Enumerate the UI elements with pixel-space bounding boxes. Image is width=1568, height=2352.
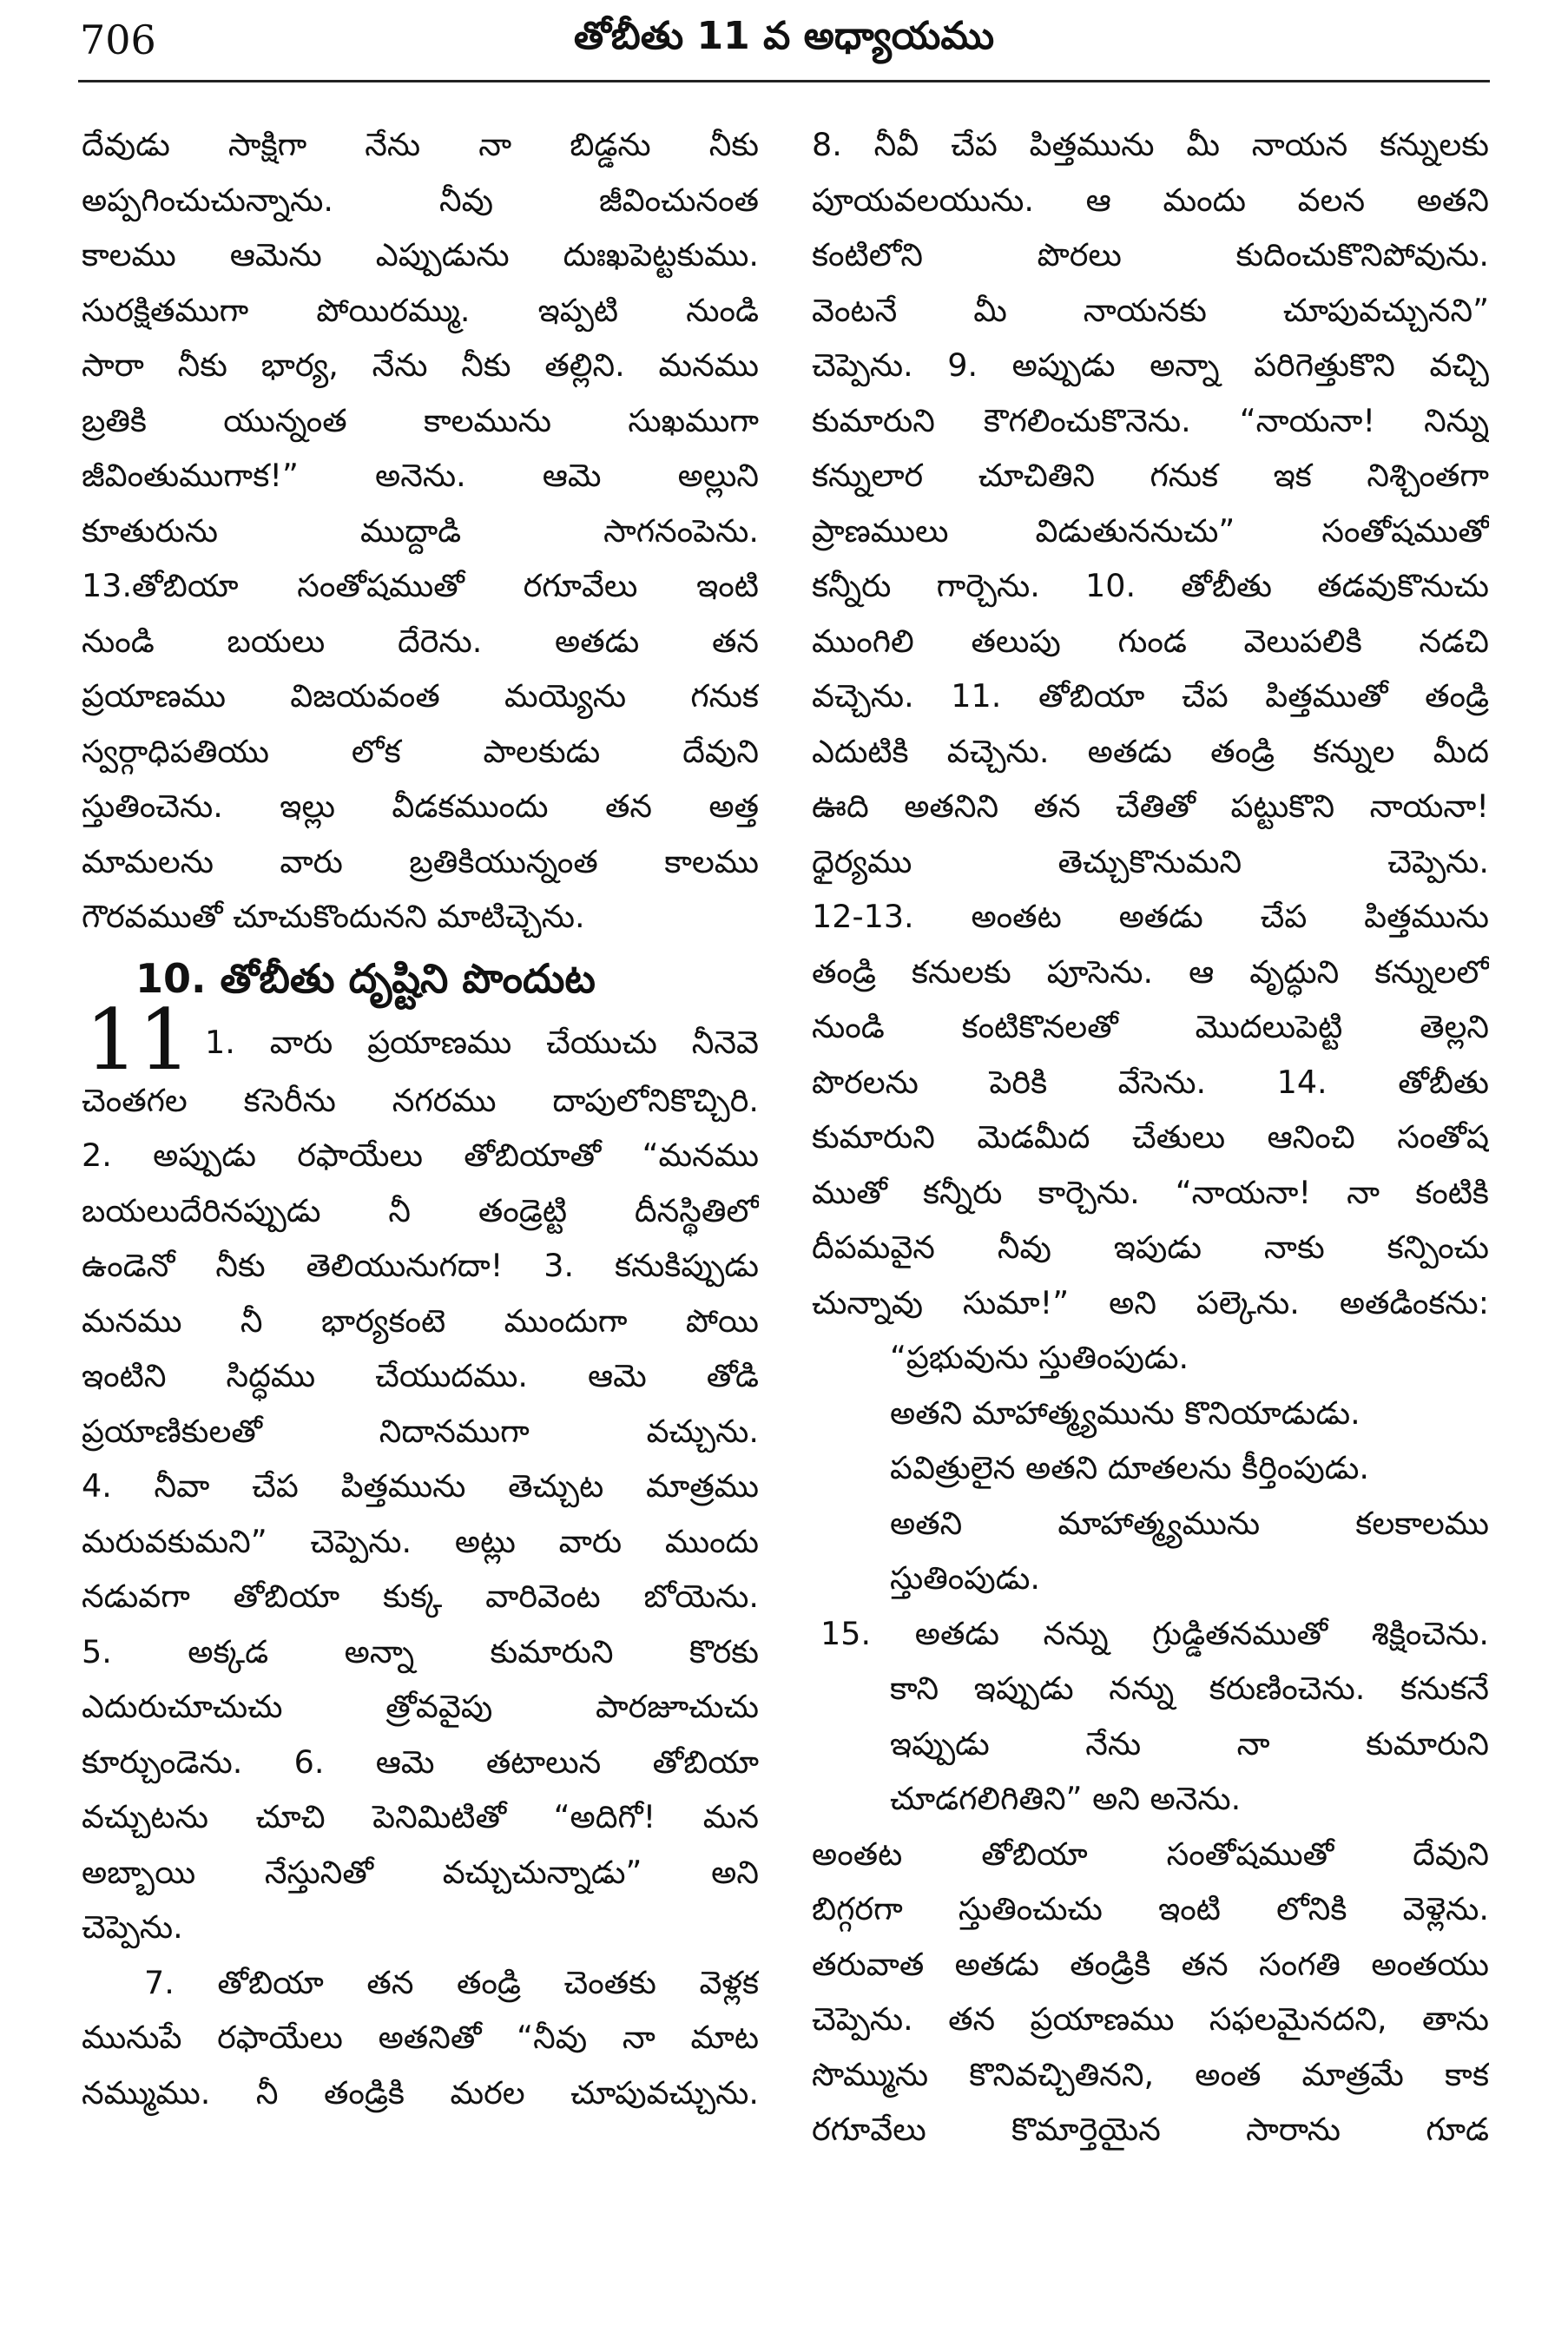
header-rule [78, 80, 1490, 82]
text-line: నుండి కంటికొనలతో మొదలుపెట్టి తెల్లని [812, 1008, 1489, 1045]
text-line: ప్రయాణము విజయవంత మయ్యెను గనుక [82, 677, 759, 715]
text-line: 13.తోబియా సంతోషముతో రగూవేలు ఇంటి [82, 567, 759, 604]
text-line: ఊది అతనిని తన చేతితో పట్టుకొని నాయనా! [812, 787, 1489, 825]
text-line: సురక్షితముగా పోయిరమ్ము. ఇప్పటి నుండి [82, 291, 759, 329]
poem-line: పవిత్రులైన అతని దూతలను కీర్తింపుడు. [890, 1449, 1370, 1486]
chapter-number: 11 [85, 991, 192, 1089]
text-line: బయలుదేరినప్పుడు నీ తండ్రెట్టి దీనస్థితిలో [82, 1191, 759, 1229]
text-line: స్వర్గాధిపతియు లోక పాలకుడు దేవుని [82, 732, 759, 770]
page-number: 706 [80, 16, 156, 63]
text-line: పొరలను పెరికి వేసెను. 14. తోబీతు [812, 1063, 1489, 1101]
left-chapter-block [82, 1073, 759, 1955]
text-line: కుమారుని మెడమీద చేతులు ఆనించి సంతోష [812, 1118, 1489, 1156]
left-column [82, 117, 759, 2120]
text-line: 2. అప్పుడు రఫాయేలు తోబియాతో “మనము [82, 1136, 759, 1174]
text-line: దేవుడు సాక్షిగా నేను నా బిడ్డను నీకు [82, 126, 759, 163]
text-line: బ్రతికి యున్నంత కాలమును సుఖముగా [82, 401, 759, 439]
right-column [812, 117, 1489, 2158]
text-line: అప్పగించుచున్నాను. నీవు జీవించునంత [82, 181, 759, 219]
text-line: చెప్పెను. [82, 1908, 183, 1946]
text-line: మనము నీ భార్యకంటె ముందుగా పోయి [82, 1301, 759, 1340]
section-heading: 10. తోబీతు దృష్టిని పొందుట [135, 954, 596, 1002]
text-line: ఎదుటికి వచ్చెను. అతడు తండ్రి కన్నుల మీద [812, 732, 1489, 770]
text-line: మామలను వారు బ్రతికియున్నంత కాలము [82, 842, 759, 880]
text-line: 1. వారు ప్రయాణము చేయుచు నీనెవె [205, 1023, 759, 1061]
poem-line: కాని ఇప్పుడు నన్ను కరుణించెను. కనుకనే [890, 1670, 1489, 1707]
text-line: తండ్రి కనులకు పూసెను. ఆ వృద్ధుని కన్నులలో [812, 952, 1489, 991]
text-line: కాలము ఆమెను ఎప్పుడును దుఃఖపెట్టకుము. [82, 236, 759, 273]
text-line: చెంతగల కసెరీను నగరము దాపులోనికొచ్చిరి. [82, 1081, 759, 1119]
text-line: వచ్చుటను చూచి పెనిమిటితో “అదిగో! మన [82, 1798, 759, 1835]
text-line: తరువాత అతడు తండ్రికి తన సంగతి అంతయు [812, 1945, 1489, 1983]
text-line: ముతో కన్నీరు కార్చెను. “నాయనా! నా కంటికి [812, 1173, 1489, 1211]
text-line: బిగ్గరగా స్తుతించుచు ఇంటి లోనికి వెళ్లెను. [812, 1890, 1489, 1927]
text-line: కూర్చుండెను. 6. ఆమె తటాలున తోబియా [82, 1743, 759, 1781]
text-line: ముంగిలి తలుపు గుండ వెలుపలికి నడచి [812, 622, 1489, 660]
poem-line: చూడగలిగితిని” అని అనెను. [890, 1780, 1242, 1817]
text-line: చెప్పెను. తన ప్రయాణము సఫలమైనదని, తాను [812, 2000, 1489, 2038]
poem-line: స్తుతింపుడు. [890, 1559, 1040, 1597]
poem-line: ఇప్పుడు నేను నా కుమారుని [890, 1724, 1489, 1762]
text-line: ప్రాణములు విడుతుననుచు” సంతోషముతో [812, 511, 1489, 550]
text-line: 7. తోబియా తన తండ్రి చెంతకు వెళ్లక [144, 1963, 759, 2001]
text-line: పూయవలయును. ఆ మందు వలన అతని [812, 181, 1489, 219]
verse-15-block [812, 1606, 1489, 1827]
text-line: స్తుతించెను. ఇల్లు వీడకముందు తన అత్త [82, 787, 759, 825]
text-line: నమ్ముము. నీ తండ్రికి మరల చూపువచ్చును. [82, 2073, 759, 2112]
text-line: చెప్పెను. 9. అప్పుడు అన్నా పరిగెత్తుకొని వచ్చి [812, 346, 1489, 384]
text-line: 8. నీవీ చేప పిత్తమును మీ నాయన కన్నులకు [812, 126, 1489, 163]
text-line: సారా నీకు భార్య, నేను నీకు తల్లిని. మనము [82, 346, 759, 384]
poem-line: 15. అతడు నన్ను గ్రుడ్డితనముతో శిక్షించెను. [820, 1614, 1489, 1652]
text-line: అబ్బాయి నేస్తునితో వచ్చుచున్నాడు” అని [82, 1853, 759, 1891]
text-line: రగూవేలు కొమార్తెయైన సారాను గూడ [812, 2111, 1489, 2148]
text-line: ధైర్యము తెచ్చుకొనుమని చెప్పెను. [812, 842, 1489, 880]
text-line: ఇంటిని సిద్ధము చేయుదము. ఆమె తోడి [82, 1357, 759, 1394]
text-line: నడువగా తోబియా కుక్క వారివెంట బోయెను. [82, 1578, 759, 1615]
chapter-opening [82, 991, 759, 1089]
text-line: అంతట తోబియా సంతోషముతో దేవుని [812, 1835, 1489, 1873]
poem-block [812, 1330, 1489, 1606]
running-title: తోబీతు 11 వ అధ్యాయము [573, 14, 995, 58]
text-line: వచ్చెను. 11. తోబియా చేప పిత్తముతో తండ్రి [812, 677, 1489, 715]
text-line: 5. అక్కడ అన్నా కుమారుని కొరకు [82, 1632, 759, 1670]
poem-line: అతని మాహాత్మ్యమును కలకాలము [890, 1504, 1489, 1542]
poem-line: “ప్రభువును స్తుతింపుడు. [890, 1339, 1189, 1376]
text-line: 4. నీవా చేప పిత్తమును తెచ్చుట మాత్రము [82, 1467, 759, 1505]
text-line: నుండి బయలు దేరెను. అతడు తన [82, 622, 759, 660]
text-line: మరువకుమని” చెప్పెను. అట్లు వారు ముందు [82, 1522, 759, 1560]
left-prose-block [82, 117, 759, 945]
text-line: చున్నావు సుమా!” అని పల్కెను. అతడింకను: [812, 1283, 1489, 1321]
text-line: ఉండెనో నీకు తెలియునుగదా! 3. కనుకిప్పుడు [82, 1247, 759, 1284]
text-line: కన్నీరు గార్చెను. 10. తోబీతు తడవుకొనుచు [812, 567, 1489, 604]
text-line: 12-13. అంతట అతడు చేప పిత్తమును [812, 898, 1489, 935]
text-line: కన్నులార చూచితిని గనుక ఇక నిశ్చింతగా [812, 457, 1489, 494]
right-prose-block [812, 117, 1489, 1330]
text-line: కుమారుని కౌగలించుకొనెను. “నాయనా! నిన్ను [812, 401, 1489, 439]
closing-paragraph [812, 1827, 1489, 2158]
text-line: దీపమవైన నీవు ఇపుడు నాకు కన్పించు [812, 1229, 1489, 1266]
poem-line: అతని మాహాత్మ్యమును కొనియాడుడు. [890, 1393, 1360, 1432]
text-line: సొమ్మును కొనివచ్చితినని, అంత మాత్రమే కాక [812, 2055, 1489, 2093]
text-line: మునుపే రఫాయేలు అతనితో “నీవు నా మాట [82, 2019, 759, 2056]
text-line: ఎదురుచూచుచు త్రోవవైపు పారజూచుచు [82, 1688, 759, 1725]
text-line: ప్రయాణికులతో నిదానముగా వచ్చును. [82, 1412, 759, 1450]
text-line: గౌరవముతో చూచుకొందునని మాటిచ్చెను. [82, 898, 585, 935]
text-line: కంటిలోని పొరలు కుదించుకొనిపోవును. [812, 236, 1489, 273]
left-final-paragraph [82, 1955, 759, 2121]
text-line: కూతురును ముద్దాడి సాగనంపెను. [82, 511, 759, 550]
text-line: వెంటనే మీ నాయనకు చూపువచ్చునని” [812, 291, 1489, 329]
text-line: జీవింతుముగాక!” అనెను. ఆమె అల్లుని [82, 457, 759, 494]
